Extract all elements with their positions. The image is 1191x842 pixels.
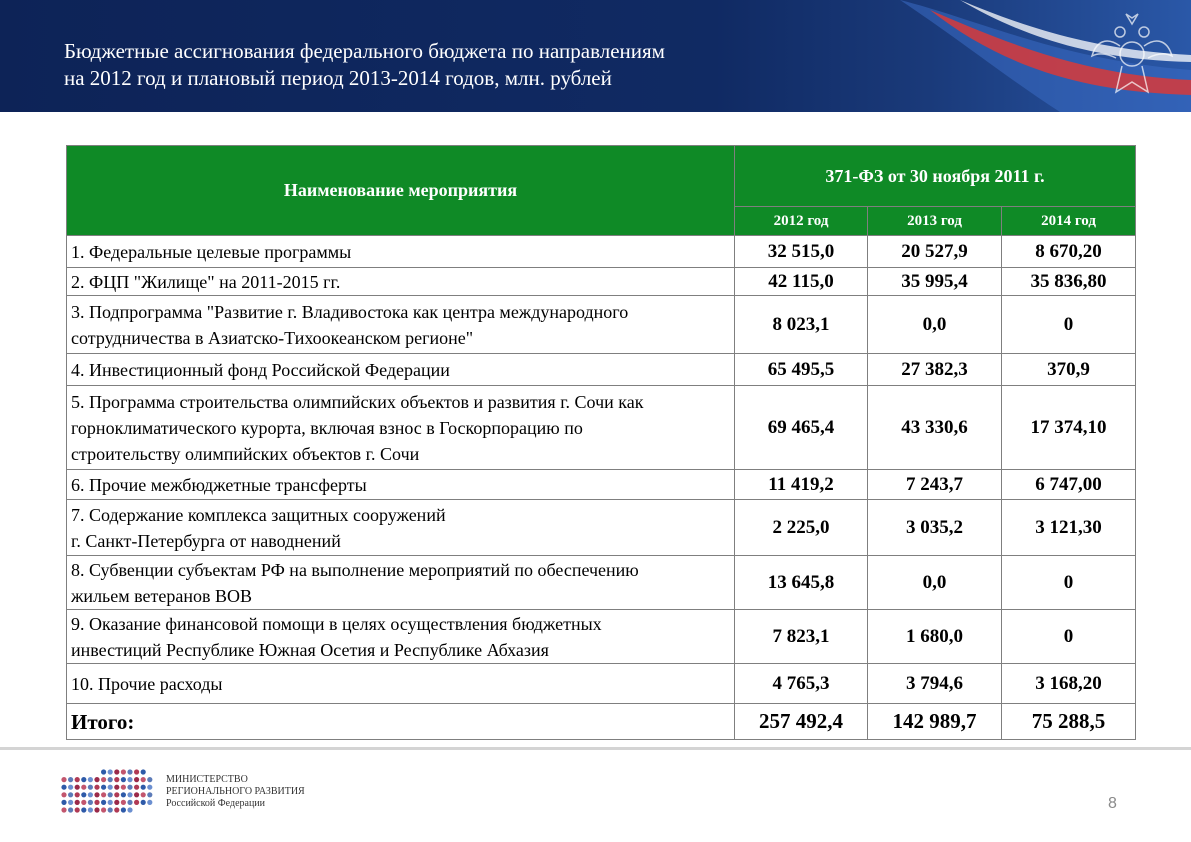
value-2014: 370,9 <box>1002 354 1136 386</box>
table-row <box>67 556 1136 610</box>
total-2014: 75 288,5 <box>1002 704 1136 740</box>
logo-dot <box>121 769 126 774</box>
row-name-line: 10. Прочие расходы <box>71 673 223 694</box>
title-line-1: Бюджетные ассигнования федерального бюджета по направлениям <box>64 39 665 63</box>
row-name <box>67 386 735 470</box>
row-name-line: 7. Содержание комплекса защитных сооружений <box>71 504 446 525</box>
logo-dot <box>75 792 80 797</box>
value-2014: 0 <box>1002 556 1136 610</box>
value-2013: 35 995,4 <box>868 268 1002 296</box>
logo-dot <box>61 807 66 812</box>
value-2013: 27 382,3 <box>868 354 1002 386</box>
logo-dot <box>81 800 86 805</box>
logo-dot <box>141 769 146 774</box>
logo-dot <box>88 785 93 790</box>
table-row <box>67 664 1136 704</box>
logo-dot <box>108 777 113 782</box>
logo-dot <box>114 769 119 774</box>
logo-dot <box>88 800 93 805</box>
column-header-year: 2014 год <box>1002 207 1136 236</box>
logo-dot <box>127 769 132 774</box>
value-2012: 11 419,2 <box>735 470 868 500</box>
value-2012: 32 515,0 <box>735 236 868 268</box>
row-name <box>67 354 735 386</box>
logo-dot <box>94 800 99 805</box>
logo-dot <box>68 800 73 805</box>
ministry-name <box>166 774 305 810</box>
logo-dot <box>81 792 86 797</box>
value-2014: 17 374,10 <box>1002 386 1136 470</box>
table-row <box>67 296 1136 354</box>
table-header-row <box>67 146 1136 207</box>
logo-dot <box>68 807 73 812</box>
logo-dot <box>94 807 99 812</box>
logo-dot <box>94 792 99 797</box>
value-2014: 0 <box>1002 296 1136 354</box>
total-label: Итого: <box>67 704 735 740</box>
value-2012: 13 645,8 <box>735 556 868 610</box>
logo-dot <box>121 785 126 790</box>
value-2014: 3 168,20 <box>1002 664 1136 704</box>
column-header-year: 2013 год <box>868 207 1002 236</box>
row-name-line: жильем ветеранов ВОВ <box>71 585 253 606</box>
total-2013: 142 989,7 <box>868 704 1002 740</box>
column-header-year: 2012 год <box>735 207 868 236</box>
logo-dot <box>147 777 152 782</box>
page-number: 8 <box>1108 795 1117 812</box>
logo-dot <box>134 769 139 774</box>
column-header-name: Наименование мероприятия <box>67 146 735 236</box>
logo-dot <box>88 777 93 782</box>
row-name <box>67 296 735 354</box>
value-2013: 20 527,9 <box>868 236 1002 268</box>
logo-dot <box>94 777 99 782</box>
logo-dot <box>68 785 73 790</box>
logo-dot <box>108 785 113 790</box>
logo-dot <box>127 807 132 812</box>
row-name-line: 9. Оказание финансовой помощи в целях осуществления бюджетных <box>71 613 602 634</box>
logo-dot <box>134 777 139 782</box>
value-2012: 69 465,4 <box>735 386 868 470</box>
row-name-line: 8. Субвенции субъектам РФ на выполнение мероприятий по обеспечению <box>71 559 639 580</box>
logo-dot <box>141 792 146 797</box>
logo-dot <box>121 792 126 797</box>
logo-dot <box>61 777 66 782</box>
table-row <box>67 500 1136 556</box>
row-name-line: 6. Прочие межбюджетные трансферты <box>71 474 367 495</box>
total-row <box>67 704 1136 740</box>
table-row <box>67 354 1136 386</box>
logo-dot <box>108 769 113 774</box>
logo-dot <box>141 800 146 805</box>
logo-dot <box>114 800 119 805</box>
row-name-line: 1. Федеральные целевые программы <box>71 241 352 262</box>
row-name-line: сотрудничества в Азиатско-Тихоокеанском регионе" <box>71 327 474 348</box>
value-2014: 35 836,80 <box>1002 268 1136 296</box>
logo-dot <box>134 800 139 805</box>
logo-dot <box>101 769 106 774</box>
logo-dot <box>127 785 132 790</box>
ministry-line: Российской Федерации <box>166 798 266 809</box>
slide-header <box>0 0 1191 112</box>
value-2013: 43 330,6 <box>868 386 1002 470</box>
logo-dot <box>108 792 113 797</box>
row-name <box>67 268 735 296</box>
value-2013: 7 243,7 <box>868 470 1002 500</box>
value-2012: 2 225,0 <box>735 500 868 556</box>
value-2014: 3 121,30 <box>1002 500 1136 556</box>
logo-dot <box>141 785 146 790</box>
value-2012: 8 023,1 <box>735 296 868 354</box>
logo-dot <box>121 777 126 782</box>
logo-dot <box>88 792 93 797</box>
ministry-logo-icon <box>60 766 156 816</box>
value-2014: 0 <box>1002 610 1136 664</box>
ministry-line: МИНИСТЕРСТВО <box>166 774 248 785</box>
row-name-line: горноклиматического курорта, включая взнос в Госкорпорацию по <box>71 417 583 438</box>
value-2013: 1 680,0 <box>868 610 1002 664</box>
row-name <box>67 556 735 610</box>
row-name-line: г. Санкт-Петербурга от наводнений <box>71 530 341 551</box>
logo-dot <box>127 792 132 797</box>
logo-dot <box>108 807 113 812</box>
slide-title <box>64 38 665 92</box>
value-2013: 0,0 <box>868 556 1002 610</box>
logo-dot <box>75 777 80 782</box>
logo-dot <box>134 785 139 790</box>
logo-dot <box>147 800 152 805</box>
value-2012: 42 115,0 <box>735 268 868 296</box>
title-line-2: на 2012 год и плановый период 2013-2014 годов, млн. рублей <box>64 66 612 90</box>
column-header-law: 371-ФЗ от 30 ноября 2011 г. <box>735 146 1136 207</box>
logo-dot <box>114 785 119 790</box>
logo-dot <box>61 792 66 797</box>
eagle-emblem-icon <box>1082 6 1182 106</box>
logo-dot <box>127 777 132 782</box>
logo-dot <box>134 792 139 797</box>
footer-divider <box>0 747 1191 750</box>
row-name-line: инвестиций Республике Южная Осетия и Республике Абхазия <box>71 639 549 660</box>
table-row <box>67 236 1136 268</box>
logo-dot <box>88 807 93 812</box>
table-row <box>67 610 1136 664</box>
logo-dot <box>61 800 66 805</box>
row-name-line: 4. Инвестиционный фонд Российской Федерации <box>71 359 450 380</box>
logo-dot <box>147 792 152 797</box>
logo-dot <box>141 777 146 782</box>
logo-dot <box>101 800 106 805</box>
row-name-line: 5. Программа строительства олимпийских объектов и развития г. Сочи как <box>71 391 644 412</box>
logo-dot <box>61 785 66 790</box>
logo-dot <box>81 807 86 812</box>
logo-dot <box>75 800 80 805</box>
value-2013: 3 035,2 <box>868 500 1002 556</box>
logo-dot <box>101 792 106 797</box>
logo-dot <box>101 807 106 812</box>
row-name <box>67 664 735 704</box>
table-row <box>67 268 1136 296</box>
value-2013: 0,0 <box>868 296 1002 354</box>
value-2014: 8 670,20 <box>1002 236 1136 268</box>
logo-dot <box>68 792 73 797</box>
row-name <box>67 610 735 664</box>
row-name-line: 3. Подпрограмма "Развитие г. Владивостока как центра международного <box>71 301 629 322</box>
value-2012: 65 495,5 <box>735 354 868 386</box>
logo-dot <box>121 800 126 805</box>
row-name-line: 2. ФЦП "Жилище" на 2011-2015 гг. <box>71 271 341 292</box>
logo-dot <box>108 800 113 805</box>
total-2012: 257 492,4 <box>735 704 868 740</box>
row-name <box>67 236 735 268</box>
row-name-line: строительству олимпийских объектов г. Сочи <box>71 443 420 464</box>
value-2012: 4 765,3 <box>735 664 868 704</box>
logo-dot <box>114 807 119 812</box>
logo-dot <box>81 777 86 782</box>
value-2012: 7 823,1 <box>735 610 868 664</box>
logo-dot <box>127 800 132 805</box>
logo-dot <box>101 785 106 790</box>
ministry-line: РЕГИОНАЛЬНОГО РАЗВИТИЯ <box>166 786 305 797</box>
logo-dot <box>75 807 80 812</box>
budget-table <box>66 145 1136 740</box>
value-2014: 6 747,00 <box>1002 470 1136 500</box>
logo-dot <box>81 785 86 790</box>
logo-dot <box>114 777 119 782</box>
logo-dot <box>121 807 126 812</box>
table-row <box>67 386 1136 470</box>
logo-dot <box>94 785 99 790</box>
row-name <box>67 470 735 500</box>
value-2013: 3 794,6 <box>868 664 1002 704</box>
row-name <box>67 500 735 556</box>
logo-dot <box>114 792 119 797</box>
logo-dot <box>75 785 80 790</box>
table-row <box>67 470 1136 500</box>
logo-dot <box>147 785 152 790</box>
logo-dot <box>68 777 73 782</box>
logo-dot <box>101 777 106 782</box>
